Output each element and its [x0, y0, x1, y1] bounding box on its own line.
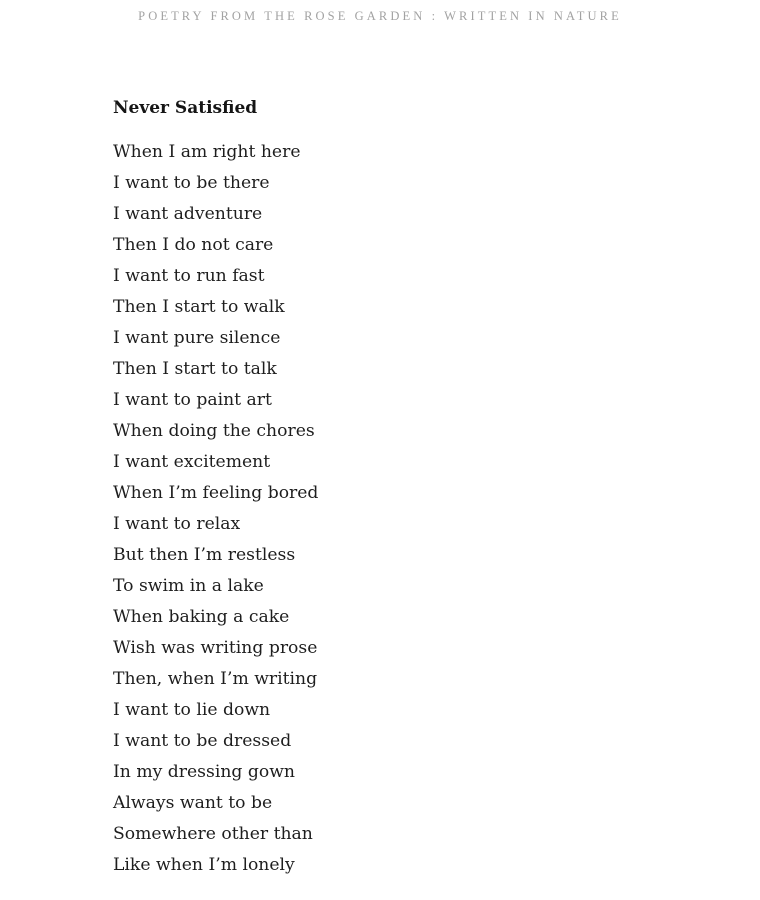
poem-line: I want to paint art — [113, 390, 272, 410]
poem-line: Somewhere other than — [113, 824, 313, 844]
poem-line: I want adventure — [113, 204, 263, 224]
poem-line: I want excitement — [113, 452, 271, 472]
poem-line: I want to run fast — [113, 266, 265, 286]
poem-line: I want to be dressed — [113, 731, 292, 751]
poem-line: Then, when I’m writing — [113, 669, 318, 689]
poem-line: Like when I’m lonely — [113, 855, 295, 875]
poem-line: When doing the chores — [113, 421, 315, 441]
poem-line: Then I do not care — [113, 235, 274, 255]
poem-line: I want pure silence — [113, 328, 281, 348]
poem — [113, 94, 673, 881]
poem-line: I want to relax — [113, 514, 241, 534]
poem-lines — [113, 137, 673, 881]
poem-line: Wish was writing prose — [113, 638, 318, 658]
poem-line: I want to lie down — [113, 700, 271, 720]
poem-line: Always want to be — [113, 793, 273, 813]
poem-line: Then I start to walk — [113, 297, 285, 317]
poem-line: But then I’m restless — [113, 545, 296, 565]
poem-line: When I’m feeling bored — [113, 483, 319, 503]
poem-line: To swim in a lake — [113, 576, 264, 596]
poem-line: I want to be there — [113, 173, 270, 193]
poem-title: Never Satisfied — [113, 98, 258, 118]
running-header: POETRY FROM THE ROSE GARDEN : WRITTEN IN NATURE — [138, 9, 622, 23]
poem-line: When I am right here — [113, 142, 301, 162]
poem-line: Then I start to talk — [113, 359, 277, 379]
poem-line: In my dressing gown — [113, 762, 295, 782]
poem-line: When baking a cake — [113, 607, 290, 627]
